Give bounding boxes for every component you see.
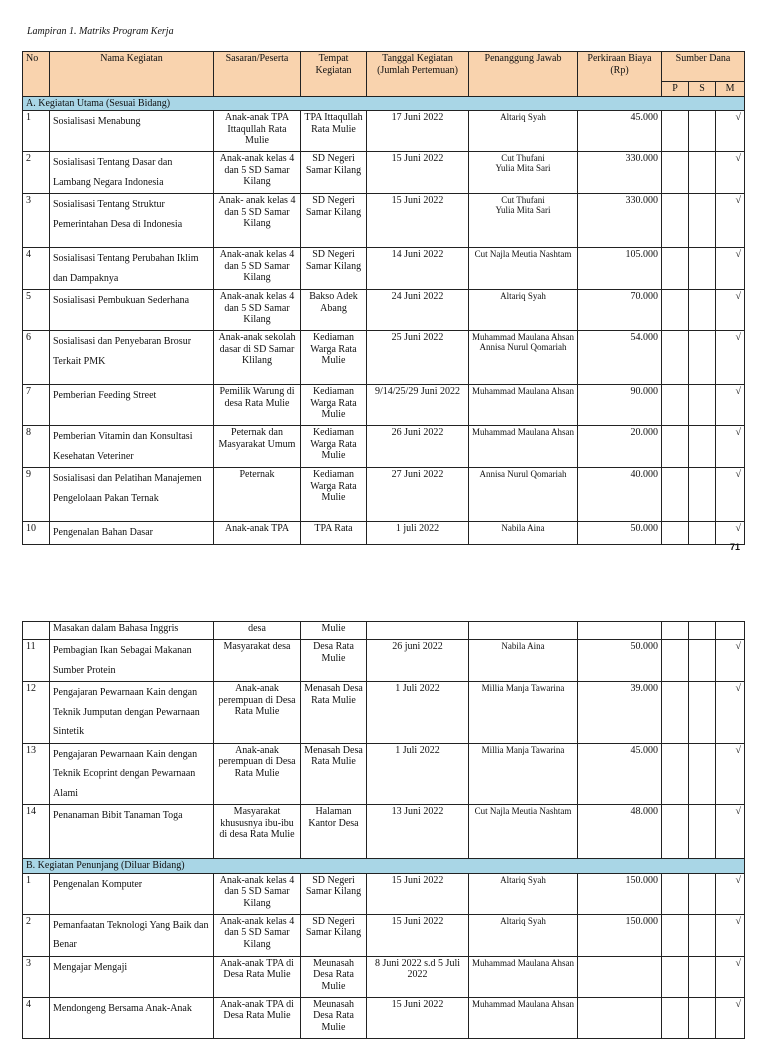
cell-tanggal: 1 Juli 2022 xyxy=(367,682,469,744)
cell-tempat: Kediaman Warga Rata Mulie xyxy=(301,468,367,522)
cell-nama-kegiatan: Sosialisasi dan Pelatihan Manajemen Pengelolaan Pakan Ternak xyxy=(50,468,214,522)
cell-biaya: 45.000 xyxy=(578,111,662,152)
cell-tanggal: 17 Juni 2022 xyxy=(367,111,469,152)
cell-no: 5 xyxy=(23,290,50,331)
header-penanggung-jawab: Penanggung Jawab xyxy=(469,52,578,97)
cell-dana-s xyxy=(689,290,716,331)
header-m: M xyxy=(716,82,745,97)
table-row xyxy=(23,956,745,997)
table-row xyxy=(23,290,745,331)
cell-tanggal: 13 Juni 2022 xyxy=(367,805,469,859)
cell-dana-p xyxy=(662,194,689,248)
cell-sasaran: Anak-anak perempuan di Desa Rata Mulie xyxy=(214,682,301,744)
cell-tempat: SD Negeri Samar Kilang xyxy=(301,248,367,290)
cell-dana-m: √ xyxy=(716,873,745,914)
cell-dana-m: √ xyxy=(716,385,745,426)
cell-dana-p xyxy=(662,997,689,1038)
cell-biaya: 50.000 xyxy=(578,522,662,545)
header-biaya: Perkiraan Biaya (Rp) xyxy=(578,52,662,97)
cell-dana-m: √ xyxy=(716,522,745,545)
cell-no: 12 xyxy=(23,682,50,744)
cell-dana-s xyxy=(689,805,716,859)
table-row xyxy=(23,682,745,744)
table-row xyxy=(23,914,745,956)
table-row xyxy=(23,873,745,914)
cell-dana-p xyxy=(662,805,689,859)
program-matrix-table-page-1 xyxy=(22,51,745,545)
cell-penanggung-jawab: Muhammad Maulana Ahsan xyxy=(469,956,578,997)
cell-biaya: 40.000 xyxy=(578,468,662,522)
cell-no: 11 xyxy=(23,640,50,682)
cell-sasaran: Peternak xyxy=(214,468,301,522)
cell-penanggung-jawab: Annisa Nurul Qomariah xyxy=(469,468,578,522)
cell-tanggal: 1 juli 2022 xyxy=(367,522,469,545)
header-p: P xyxy=(662,82,689,97)
cell-penanggung-jawab: Millia Manja Tawarina xyxy=(469,743,578,805)
cell-nama-kegiatan: Penanaman Bibit Tanaman Toga xyxy=(50,805,214,859)
cell-biaya: 90.000 xyxy=(578,385,662,426)
cell-sasaran: Anak- anak kelas 4 dan 5 SD Samar Kilang xyxy=(214,194,301,248)
document-title: Lampiran 1. Matriks Program Kerja xyxy=(27,26,174,37)
cell-dana-m: √ xyxy=(716,743,745,805)
cell-dana-p xyxy=(662,331,689,385)
cell-dana-s xyxy=(689,468,716,522)
cell-tanggal: 26 Juni 2022 xyxy=(367,426,469,468)
header-sumber-dana: Sumber Dana xyxy=(662,52,745,82)
cell-tanggal: 1 Juli 2022 xyxy=(367,743,469,805)
cell-dana-m: √ xyxy=(716,468,745,522)
cell-dana-s xyxy=(689,194,716,248)
cell-tempat: Halaman Kantor Desa xyxy=(301,805,367,859)
cell-tanggal: 15 Juni 2022 xyxy=(367,873,469,914)
cell-no: 8 xyxy=(23,426,50,468)
table-row xyxy=(23,468,745,522)
table-row xyxy=(23,152,745,194)
cell-dana-s xyxy=(689,522,716,545)
cell-nama-kegiatan: Mendongeng Bersama Anak-Anak xyxy=(50,997,214,1038)
table-row xyxy=(23,743,745,805)
cell-dana-m: √ xyxy=(716,111,745,152)
cell-sasaran: Pemilik Warung di desa Rata Mulie xyxy=(214,385,301,426)
cell-penanggung-jawab: Muhammad Maulana Ahsan xyxy=(469,385,578,426)
cell-no: 7 xyxy=(23,385,50,426)
cell-dana-m: √ xyxy=(716,914,745,956)
cell-tempat: TPA Ittaqullah Rata Mulie xyxy=(301,111,367,152)
cell-penanggung-jawab: Muhammad Maulana Ahsan Annisa Nurul Qomariah xyxy=(469,331,578,385)
section-title-b: B. Kegiatan Penunjang (Diluar Bidang) xyxy=(23,859,745,874)
cell-dana-m: √ xyxy=(716,997,745,1038)
cell-no: 10 xyxy=(23,522,50,545)
cell-tempat: SD Negeri Samar Kilang xyxy=(301,873,367,914)
cell-no: 9 xyxy=(23,468,50,522)
header-sasaran: Sasaran/Peserta xyxy=(214,52,301,97)
cell-biaya: 39.000 xyxy=(578,682,662,744)
cell-no: 2 xyxy=(23,152,50,194)
cell-nama-kegiatan: Pengajaran Pewarnaan Kain dengan Teknik Ecoprint dengan Pewarnaan Alami xyxy=(50,743,214,805)
cell-no: 1 xyxy=(23,111,50,152)
program-matrix-table-page-2 xyxy=(22,621,745,1039)
cell-dana-m: √ xyxy=(716,248,745,290)
cell-sasaran: Anak-anak sekolah dasar di SD Samar Klilang xyxy=(214,331,301,385)
cell-dana-s xyxy=(689,640,716,682)
cell-dana-s xyxy=(689,956,716,997)
cell-dana-p xyxy=(662,248,689,290)
cell-tanggal: 15 Juni 2022 xyxy=(367,914,469,956)
cell-dana-s xyxy=(689,385,716,426)
table-row xyxy=(23,385,745,426)
cell-tanggal: 15 Juni 2022 xyxy=(367,152,469,194)
cell-penanggung-jawab: Cut Najla Meutia Nashtam xyxy=(469,248,578,290)
cell-nama-kegiatan: Mengajar Mengaji xyxy=(50,956,214,997)
cell-tempat: Meunasah Desa Rata Mulie xyxy=(301,956,367,997)
cell-sasaran: Masyarakat khususnya ibu-ibu di desa Rata Mulie xyxy=(214,805,301,859)
cell-dana-p xyxy=(662,682,689,744)
section-title-a: A. Kegiatan Utama (Sesuai Bidang) xyxy=(23,96,745,111)
cell-dana-p xyxy=(662,111,689,152)
page-number: 71 xyxy=(730,542,741,552)
cell-tempat: SD Negeri Samar Kilang xyxy=(301,152,367,194)
cell-dana-m: √ xyxy=(716,194,745,248)
cell-sasaran: desa xyxy=(214,622,301,640)
cell-biaya xyxy=(578,956,662,997)
cell-nama-kegiatan: Sosialisasi Tentang Struktur Pemerintahan Desa di Indonesia xyxy=(50,194,214,248)
cell-tanggal: 24 Juni 2022 xyxy=(367,290,469,331)
cell-sasaran: Anak-anak kelas 4 dan 5 SD Samar Kilang xyxy=(214,873,301,914)
cell-penanggung-jawab: Cut Thufani Yulia Mita Sari xyxy=(469,194,578,248)
table-row xyxy=(23,331,745,385)
cell-tempat: Menasah Desa Rata Mulie xyxy=(301,743,367,805)
cell-nama-kegiatan: Sosialisasi dan Penyebaran Brosur Terkait PMK xyxy=(50,331,214,385)
cell-no: 2 xyxy=(23,914,50,956)
cell-tanggal: 15 Juni 2022 xyxy=(367,997,469,1038)
cell-sasaran: Anak-anak TPA di Desa Rata Mulie xyxy=(214,956,301,997)
cell-biaya: 48.000 xyxy=(578,805,662,859)
cell-penanggung-jawab: Cut Thufani Yulia Mita Sari xyxy=(469,152,578,194)
cell-biaya: 54.000 xyxy=(578,331,662,385)
cell-tempat: Kediaman Warga Rata Mulie xyxy=(301,426,367,468)
cell-dana-m: √ xyxy=(716,956,745,997)
cell-no: 13 xyxy=(23,743,50,805)
cell-nama-kegiatan: Pengajaran Pewarnaan Kain dengan Teknik Jumputan dengan Pewarnaan Sintetik xyxy=(50,682,214,744)
cell-dana-s xyxy=(689,682,716,744)
cell-dana-p xyxy=(662,522,689,545)
cell-dana-s xyxy=(689,743,716,805)
cell-sasaran: Anak-anak kelas 4 dan 5 SD Samar Kilang xyxy=(214,152,301,194)
cell-biaya: 20.000 xyxy=(578,426,662,468)
cell-dana-s xyxy=(689,152,716,194)
cell-nama-kegiatan: Sosialisasi Pembukuan Sederhana xyxy=(50,290,214,331)
cell-tanggal: 15 Juni 2022 xyxy=(367,194,469,248)
cell-nama-kegiatan: Sosialisasi Tentang Perubahan Iklim dan Dampaknya xyxy=(50,248,214,290)
cell-dana-s xyxy=(689,111,716,152)
cell-tempat: SD Negeri Samar Kilang xyxy=(301,914,367,956)
table-row xyxy=(23,111,745,152)
cell-sasaran: Anak-anak TPA di Desa Rata Mulie xyxy=(214,997,301,1038)
cell-penanggung-jawab: Altariq Syah xyxy=(469,290,578,331)
cell-dana-p xyxy=(662,290,689,331)
header-s: S xyxy=(689,82,716,97)
cell-dana-p xyxy=(662,914,689,956)
cell-penanggung-jawab: Altariq Syah xyxy=(469,873,578,914)
cell-penanggung-jawab: Muhammad Maulana Ahsan xyxy=(469,997,578,1038)
cell-dana-s xyxy=(689,248,716,290)
cell-penanggung-jawab: Nabila Aina xyxy=(469,640,578,682)
cell-tempat: Bakso Adek Abang xyxy=(301,290,367,331)
cell-tanggal: 9/14/25/29 Juni 2022 xyxy=(367,385,469,426)
cell-sasaran: Anak-anak kelas 4 dan 5 SD Samar Kilang xyxy=(214,248,301,290)
cell-biaya: 150.000 xyxy=(578,873,662,914)
cell-tanggal: 14 Juni 2022 xyxy=(367,248,469,290)
cell-penanggung-jawab: Millia Manja Tawarina xyxy=(469,682,578,744)
cell-biaya xyxy=(578,997,662,1038)
cell-dana-m: √ xyxy=(716,331,745,385)
cell-nama-kegiatan: Pemberian Feeding Street xyxy=(50,385,214,426)
cell-biaya: 330.000 xyxy=(578,152,662,194)
header-no: No xyxy=(23,52,50,97)
cell-tempat: Mulie xyxy=(301,622,367,640)
cell-nama-kegiatan: Pemberian Vitamin dan Konsultasi Kesehatan Veteriner xyxy=(50,426,214,468)
cell-dana-p xyxy=(662,743,689,805)
cell-biaya: 105.000 xyxy=(578,248,662,290)
cell-dana-m: √ xyxy=(716,426,745,468)
cell-nama: Masakan dalam Bahasa Inggris xyxy=(50,622,214,640)
cell-penanggung-jawab: Nabila Aina xyxy=(469,522,578,545)
header-nama-kegiatan: Nama Kegiatan xyxy=(50,52,214,97)
cell-dana-p xyxy=(662,640,689,682)
cell-dana-m: √ xyxy=(716,640,745,682)
cell-penanggung-jawab: Altariq Syah xyxy=(469,111,578,152)
cell-dana-p xyxy=(662,956,689,997)
cell-tanggal: 27 Juni 2022 xyxy=(367,468,469,522)
table-row xyxy=(23,194,745,248)
header-tanggal: Tanggal Kegiatan (Jumlah Pertemuan) xyxy=(367,52,469,97)
cell-no: 1 xyxy=(23,873,50,914)
cell-sasaran: Anak-anak perempuan di Desa Rata Mulie xyxy=(214,743,301,805)
cell-no: 6 xyxy=(23,331,50,385)
cell-tempat: Desa Rata Mulie xyxy=(301,640,367,682)
cell-no: 14 xyxy=(23,805,50,859)
cell-tempat: Kediaman Warga Rata Mulie xyxy=(301,331,367,385)
cell-sasaran: Anak-anak kelas 4 dan 5 SD Samar Kilang xyxy=(214,290,301,331)
cell-sasaran: Masyarakat desa xyxy=(214,640,301,682)
cell-nama-kegiatan: Pengenalan Komputer xyxy=(50,873,214,914)
cell-tempat: SD Negeri Samar Kilang xyxy=(301,194,367,248)
cell-penanggung-jawab: Muhammad Maulana Ahsan xyxy=(469,426,578,468)
cell-biaya: 330.000 xyxy=(578,194,662,248)
cell-nama-kegiatan: Pembagian Ikan Sebagai Makanan Sumber Protein xyxy=(50,640,214,682)
table-row-continuation xyxy=(23,622,745,640)
cell-no: 3 xyxy=(23,194,50,248)
cell-nama-kegiatan: Sosialisasi Tentang Dasar dan Lambang Negara Indonesia xyxy=(50,152,214,194)
cell-dana-p xyxy=(662,873,689,914)
header-tempat: Tempat Kegiatan xyxy=(301,52,367,97)
cell-dana-m: √ xyxy=(716,805,745,859)
cell-penanggung-jawab: Altariq Syah xyxy=(469,914,578,956)
cell-tempat: Kediaman Warga Rata Mulie xyxy=(301,385,367,426)
cell-dana-p xyxy=(662,468,689,522)
cell-dana-p xyxy=(662,385,689,426)
cell-tempat: Meunasah Desa Rata Mulie xyxy=(301,997,367,1038)
table-row xyxy=(23,522,745,545)
cell-dana-s xyxy=(689,331,716,385)
cell-biaya: 150.000 xyxy=(578,914,662,956)
cell-dana-m: √ xyxy=(716,152,745,194)
cell-nama-kegiatan: Pengenalan Bahan Dasar xyxy=(50,522,214,545)
cell-penanggung-jawab: Cut Najla Meutia Nashtam xyxy=(469,805,578,859)
cell-sasaran: Peternak dan Masyarakat Umum xyxy=(214,426,301,468)
table-row xyxy=(23,805,745,859)
cell-biaya: 50.000 xyxy=(578,640,662,682)
cell-no: 4 xyxy=(23,248,50,290)
cell-no: 3 xyxy=(23,956,50,997)
cell-dana-m: √ xyxy=(716,290,745,331)
cell-tempat: TPA Rata xyxy=(301,522,367,545)
cell-sasaran: Anak-anak kelas 4 dan 5 SD Samar Kilang xyxy=(214,914,301,956)
cell-tanggal: 25 Juni 2022 xyxy=(367,331,469,385)
cell-sasaran: Anak-anak TPA Ittaqullah Rata Mulie xyxy=(214,111,301,152)
cell-tanggal: 8 Juni 2022 s.d 5 Juli 2022 xyxy=(367,956,469,997)
cell-dana-s xyxy=(689,426,716,468)
cell-no: 4 xyxy=(23,997,50,1038)
cell-biaya: 70.000 xyxy=(578,290,662,331)
table-row xyxy=(23,248,745,290)
cell-dana-p xyxy=(662,426,689,468)
cell-dana-s xyxy=(689,873,716,914)
cell-dana-s xyxy=(689,914,716,956)
cell-tempat: Menasah Desa Rata Mulie xyxy=(301,682,367,744)
cell-biaya: 45.000 xyxy=(578,743,662,805)
table-row xyxy=(23,640,745,682)
cell-nama-kegiatan: Pemanfaatan Teknologi Yang Baik dan Benar xyxy=(50,914,214,956)
table-row xyxy=(23,426,745,468)
cell-nama-kegiatan: Sosialisasi Menabung xyxy=(50,111,214,152)
cell-dana-m: √ xyxy=(716,682,745,744)
table-row xyxy=(23,997,745,1038)
cell-dana-s xyxy=(689,997,716,1038)
cell-sasaran: Anak-anak TPA xyxy=(214,522,301,545)
cell-dana-p xyxy=(662,152,689,194)
cell-tanggal: 26 juni 2022 xyxy=(367,640,469,682)
